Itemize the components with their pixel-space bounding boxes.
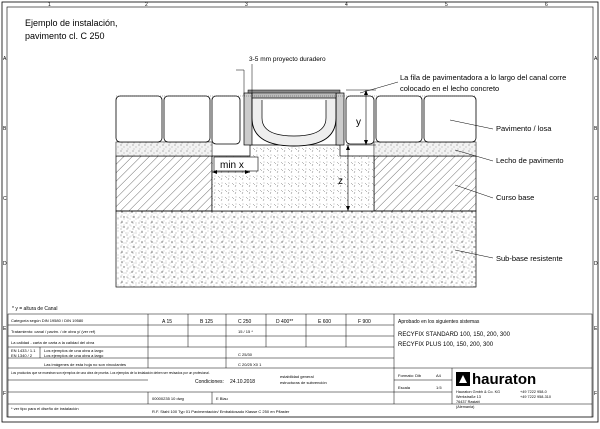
frame-number: 6 bbox=[545, 2, 548, 8]
tb-cond-label: Condiciones: bbox=[195, 379, 224, 385]
company-address-1: Hauraton Gmbh & Co. KG bbox=[456, 390, 501, 394]
paver-right-2 bbox=[424, 96, 476, 142]
tb-row4-mid-b: Los ejemplos de una obra a largo bbox=[44, 353, 104, 358]
channel-frame bbox=[248, 90, 340, 93]
company-address-4: (Alemania) bbox=[456, 405, 475, 409]
frame-letter: A bbox=[594, 56, 598, 62]
tb-approved: Aprobado en los siguientes sistemas bbox=[398, 319, 480, 325]
tb-scale-label: E Blau bbox=[216, 396, 228, 401]
tb-disclaimer-line1: estabilidad general bbox=[280, 374, 314, 379]
frame-letter: F bbox=[3, 391, 7, 397]
bedding-right-shade bbox=[374, 142, 476, 156]
tb-drawing-no: 00000235 10 dwg bbox=[152, 396, 184, 401]
paver-edge-left bbox=[212, 96, 240, 144]
paver-left-1 bbox=[116, 96, 162, 142]
tb-footer-note: * ver tipo para el diseño de instalación bbox=[11, 406, 79, 411]
callout-paver-row-line2: colocado en el lecho concreto bbox=[400, 84, 500, 93]
frame-letter: F bbox=[594, 391, 598, 397]
drawing-title-line2: pavimento cl. C 250 bbox=[25, 31, 105, 41]
tb-row3-left: La calidad - carta de carta a la calidad del obra bbox=[11, 340, 95, 345]
tb-format-value: A4 bbox=[436, 373, 441, 378]
dimension-z-label: z bbox=[338, 176, 343, 187]
tb-row5-left: Las imágenes de esta hoja no son vinculantes bbox=[44, 362, 127, 367]
tb-class-f900: F 900 bbox=[358, 319, 371, 325]
drainage-channel bbox=[244, 90, 344, 146]
tb-row4-left-b: EN 1340 / 2 bbox=[11, 353, 33, 358]
footnote: * y = altura de Canal bbox=[12, 306, 58, 312]
frame-letter: B bbox=[594, 126, 598, 132]
tb-class-value-row4: C 25/30 bbox=[238, 352, 253, 357]
tb-class-a15: A 15 bbox=[162, 319, 173, 325]
frame-letter: D bbox=[594, 261, 598, 267]
tb-system1: RECYFIX STANDARD 100, 150, 200, 300 bbox=[398, 332, 510, 338]
concrete-bed-texture bbox=[212, 145, 374, 211]
tb-scale-row-label: Escala bbox=[398, 385, 411, 390]
frame-number: 1 bbox=[48, 2, 51, 8]
frame-letter: E bbox=[3, 326, 7, 332]
tb-row6-note: Los productos que se muestran son ejemplos de una obra de prueba. Los ejemplos de la instalación deben ser revisados por un profesional. bbox=[11, 371, 210, 375]
tb-class-b125: B 125 bbox=[200, 319, 214, 325]
frame-letters-right bbox=[594, 56, 598, 397]
tb-class-c250: C 250 bbox=[238, 319, 252, 325]
base-course-left bbox=[116, 156, 212, 211]
frame-letter: B bbox=[3, 126, 7, 132]
callout-base: Curso base bbox=[496, 193, 535, 202]
tb-row4-mid-a: Los ejemplos de una obra a largo bbox=[44, 348, 104, 353]
frame-letter: D bbox=[3, 261, 7, 267]
callout-pavement: Pavimento / losa bbox=[496, 124, 552, 133]
callout-subbase: Sub-base resistente bbox=[496, 254, 563, 263]
paver-right-1 bbox=[376, 96, 422, 142]
base-course-right bbox=[374, 156, 476, 211]
frame-number: 3 bbox=[245, 2, 248, 8]
paver-left-2 bbox=[164, 96, 210, 142]
tb-class-value-row2: 15 / 15 * bbox=[238, 329, 253, 334]
tb-class-value-row5: C 20/25 X0 1 bbox=[238, 362, 262, 367]
frame-number: 2 bbox=[145, 2, 148, 8]
drawing-title-line1: Ejemplo de instalación, bbox=[25, 18, 118, 28]
tb-date: 24.10.2018 bbox=[230, 379, 256, 385]
frame-letter: A bbox=[3, 56, 7, 62]
tb-scale-value: 1:5 bbox=[436, 385, 442, 390]
tb-row2-left: Tratamiento: canal / pavim. / de obra y/ (ver ref) bbox=[11, 329, 96, 334]
company-fax: +49 7222 958-310 bbox=[520, 395, 551, 399]
tb-row1-left: Categoría según DIN 19580 / DIN 19580 bbox=[11, 318, 84, 323]
tb-class-d400: D 400** bbox=[276, 319, 294, 325]
title-block-text bbox=[11, 318, 511, 414]
callout-bedding: Lecho de pavimento bbox=[496, 156, 564, 165]
callout-paver-row-line1: La fila de pavimentadora a lo largo del canal corre bbox=[400, 73, 567, 82]
company-name: hauraton bbox=[472, 371, 537, 388]
company-logo bbox=[456, 371, 536, 388]
callout-projection-text: 3-5 mm proyecto duradero bbox=[249, 56, 326, 63]
tb-system2: RECYFIX PLUS 100, 150, 200, 300 bbox=[398, 342, 494, 348]
company-address bbox=[456, 390, 551, 409]
frame-number: 4 bbox=[345, 2, 348, 8]
company-address-2: Werkstraße 13 bbox=[456, 395, 481, 399]
frame-letter: E bbox=[594, 326, 598, 332]
frame-number: 5 bbox=[445, 2, 448, 8]
tb-row4-left-a: EN 1433 / 1.1 bbox=[11, 348, 36, 353]
dimension-y-label: y bbox=[356, 117, 361, 128]
frame-letters-left bbox=[3, 56, 7, 397]
bedding-left-shade bbox=[116, 142, 212, 156]
tb-format-label: Formato: Dib bbox=[398, 373, 422, 378]
tb-disclaimer-line2: estructuras de subvención bbox=[280, 380, 327, 385]
company-phone: +49 7222 958-0 bbox=[520, 390, 547, 394]
company-address-3: 76437 Rastatt bbox=[456, 400, 480, 404]
tb-class-e600: E 600 bbox=[318, 319, 332, 325]
tb-footer: R.F. Stahl 100 Typ 01 Pavimentación/ Embaldosado Klasse C 250 en Pflaster bbox=[152, 409, 290, 414]
frame-letter: C bbox=[594, 196, 598, 202]
subbase-texture bbox=[116, 211, 476, 287]
frame-letter: C bbox=[3, 196, 7, 202]
dimension-min-x-label: min x bbox=[220, 160, 244, 171]
